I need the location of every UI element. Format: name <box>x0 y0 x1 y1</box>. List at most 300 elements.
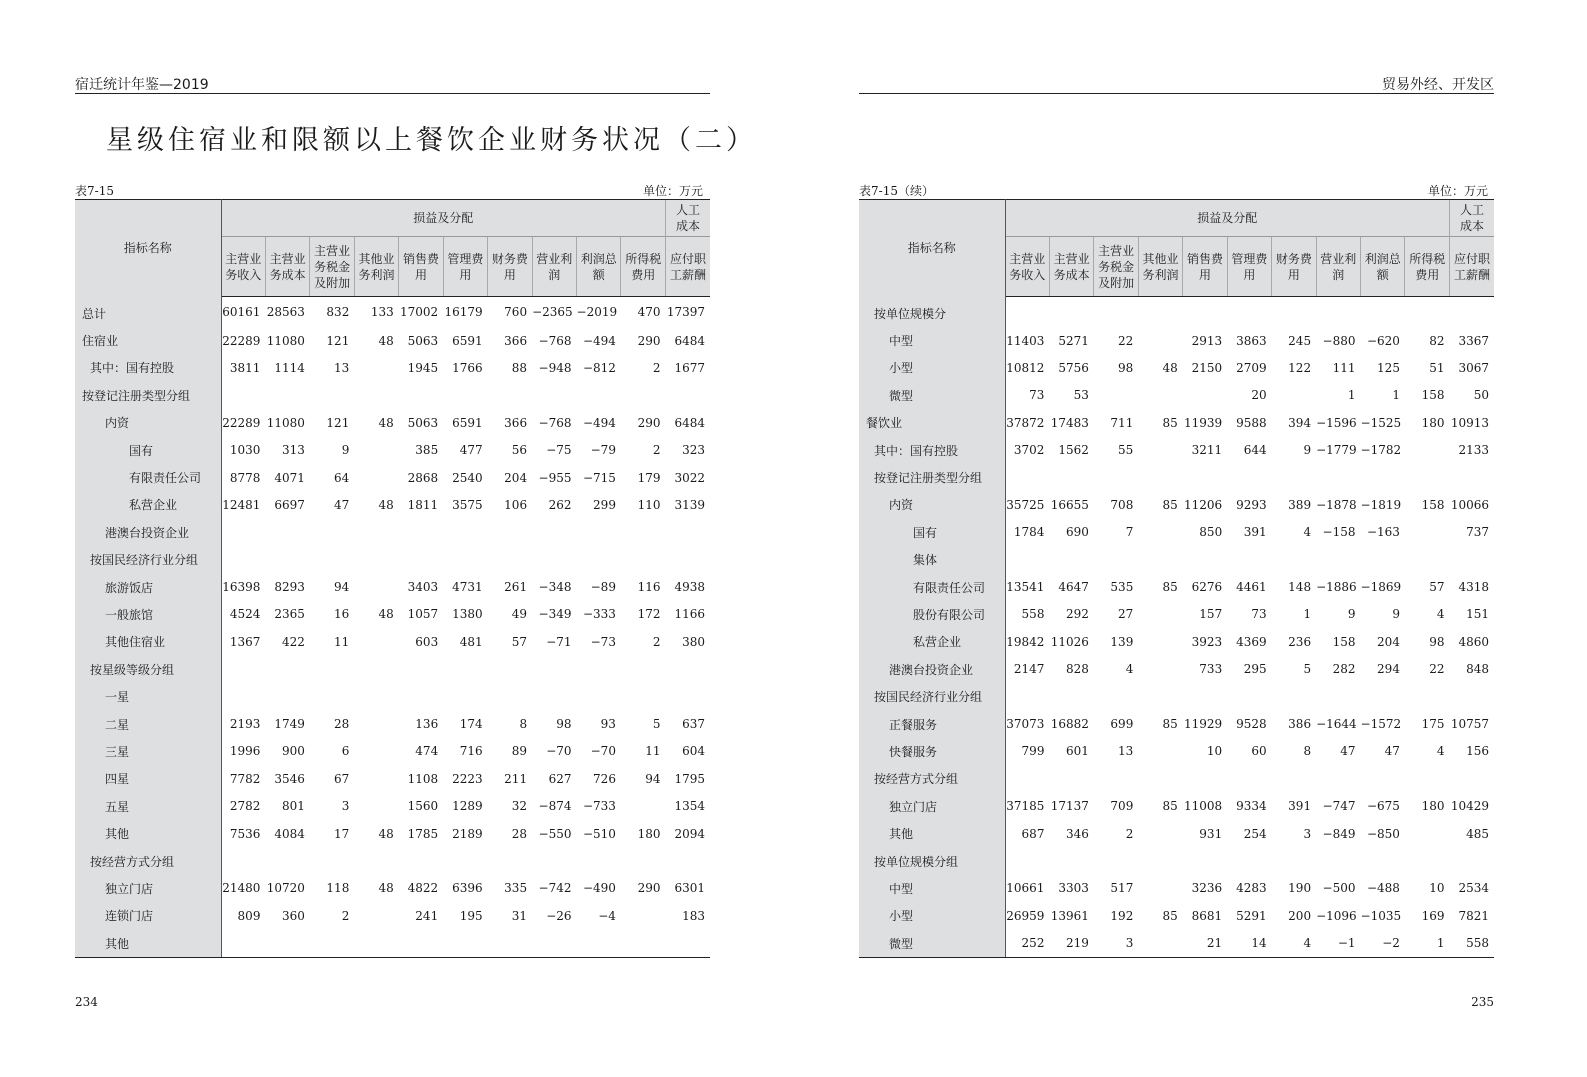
cell-value <box>399 847 443 874</box>
cell-value: −948 <box>538 360 572 375</box>
cell-value: 22 <box>1118 333 1134 348</box>
column-header: 主营业务收入 <box>221 237 265 297</box>
cell-value <box>1183 382 1227 409</box>
cell-value <box>1183 297 1227 327</box>
cell-value: 47 <box>334 497 350 512</box>
cell-value <box>532 546 576 573</box>
table-row <box>75 464 710 491</box>
cell-value: 1560 <box>407 799 439 814</box>
column-header: 主营业务成本 <box>1049 237 1093 297</box>
table-row <box>859 327 1494 354</box>
row-label: 港澳台投资企业 <box>859 656 1005 683</box>
cell-value: 11 <box>334 634 350 649</box>
row-label: 按国民经济行业分组 <box>75 546 221 573</box>
cell-value <box>665 382 710 409</box>
group-header: 损益及分配 <box>221 200 665 237</box>
cell-value: 1795 <box>674 771 705 786</box>
cell-value: 1380 <box>452 607 483 622</box>
column-header: 主营业务成本 <box>265 237 309 297</box>
table-row <box>859 546 1494 573</box>
cell-value <box>221 656 265 683</box>
cell-value <box>1005 683 1049 710</box>
row-label: 私营企业 <box>75 491 221 518</box>
cell-value: 56 <box>511 443 528 458</box>
cell-value: −1096 <box>1316 908 1357 923</box>
cell-value: 22289 <box>222 333 261 348</box>
row-label: 旅游饭店 <box>75 573 221 600</box>
cell-value: −494 <box>582 415 616 430</box>
cell-value: 2 <box>652 360 661 375</box>
row-label: 其他 <box>75 820 221 847</box>
cell-value: 558 <box>1449 929 1494 957</box>
cell-value <box>1449 765 1494 792</box>
table-row <box>75 929 710 957</box>
cell-value <box>221 683 265 710</box>
cell-value: 8778 <box>229 470 261 485</box>
cell-value: 9334 <box>1236 799 1267 814</box>
cell-value: 236 <box>1288 634 1312 649</box>
cell-value: −488 <box>1366 881 1400 896</box>
table-row <box>859 519 1494 546</box>
cell-value <box>577 847 621 874</box>
cell-value: 1030 <box>229 443 261 458</box>
cell-value: 394 <box>1288 415 1312 430</box>
cell-value: 2133 <box>1458 443 1489 458</box>
cell-value: 709 <box>1110 799 1134 814</box>
cell-value: 82 <box>1429 333 1445 348</box>
cell-value: −1 <box>1316 929 1360 957</box>
cell-value <box>1272 464 1316 491</box>
cell-value <box>399 929 443 957</box>
cell-value: 13 <box>1118 744 1134 759</box>
cell-value <box>1138 297 1182 327</box>
row-label: 五星 <box>75 793 221 820</box>
cell-value: −490 <box>582 881 616 896</box>
cell-value: 5271 <box>1058 333 1089 348</box>
column-header: 主营业务税金及附加 <box>310 237 354 297</box>
header-rule <box>859 93 1494 94</box>
cell-value <box>399 519 443 546</box>
cell-value: 8 <box>1303 744 1312 759</box>
cell-value: 85 <box>1162 799 1178 814</box>
cell-value: 180 <box>1421 415 1445 430</box>
column-header: 主营业务税金及附加 <box>1094 237 1138 297</box>
cell-value: 11026 <box>1050 634 1089 649</box>
page-title: 星级住宿业和限额以上餐饮企业财务状况（二） <box>106 125 757 156</box>
cell-value: 48 <box>378 881 394 896</box>
cell-value: 169 <box>1421 908 1445 923</box>
cell-value: 1784 <box>1013 525 1045 540</box>
cell-value: 2193 <box>229 717 261 732</box>
cell-value: 2147 <box>1013 662 1045 677</box>
cell-value: 290 <box>637 415 661 430</box>
cell-value: 17483 <box>1050 415 1089 430</box>
cell-value <box>1138 628 1182 655</box>
cell-value <box>354 573 398 600</box>
cell-value: 3575 <box>452 497 483 512</box>
cell-value <box>621 847 666 874</box>
cell-value: 7821 <box>1458 908 1489 923</box>
table-row <box>859 354 1494 381</box>
cell-value: 8 <box>519 717 528 732</box>
cell-value: 88 <box>511 360 528 375</box>
cell-value: 3923 <box>1191 634 1223 649</box>
cell-value: 2223 <box>452 771 483 786</box>
table-row <box>859 820 1494 847</box>
cell-value <box>1138 436 1182 463</box>
cell-value <box>621 656 666 683</box>
cell-value: 2782 <box>229 799 261 814</box>
cell-value: 10 <box>1206 744 1223 759</box>
header-rule <box>75 93 710 94</box>
cell-value <box>577 656 621 683</box>
cell-value <box>1049 464 1093 491</box>
cell-value: 64 <box>334 470 350 485</box>
cell-value <box>577 546 621 573</box>
cell-value: 1785 <box>407 826 439 841</box>
cell-value: 9528 <box>1236 717 1267 732</box>
table-number: 表7-15 <box>75 184 114 198</box>
cell-value: 245 <box>1288 333 1312 348</box>
cell-value: 17137 <box>1050 799 1089 814</box>
cell-value: 106 <box>504 497 528 512</box>
cell-value: 1996 <box>229 744 261 759</box>
cell-value: 47 <box>1384 744 1400 759</box>
unit-label: 单位：万元 <box>1427 184 1488 198</box>
table-row <box>75 573 710 600</box>
row-label: 总计 <box>75 297 221 327</box>
cell-value <box>1227 683 1271 710</box>
cell-value: 558 <box>1021 607 1045 622</box>
cell-value: 299 <box>593 497 616 512</box>
table-row <box>75 628 710 655</box>
column-header: 所得税费用 <box>1405 237 1450 297</box>
cell-value: −768 <box>538 415 572 430</box>
cell-value: 290 <box>637 881 661 896</box>
cell-value: 195 <box>459 908 483 923</box>
cell-value: −1878 <box>1316 497 1357 512</box>
cell-value <box>532 847 576 874</box>
row-label: 快餐服务 <box>859 738 1005 765</box>
cell-value: 5291 <box>1236 908 1267 923</box>
running-header: 贸易外经、开发区 <box>1382 77 1494 93</box>
cell-value: 2189 <box>452 826 483 841</box>
cell-value: 2 <box>652 634 661 649</box>
cell-value: 85 <box>1162 415 1178 430</box>
cell-value: 517 <box>1110 881 1134 896</box>
cell-value: 1945 <box>407 360 439 375</box>
cell-value: 4283 <box>1236 881 1267 896</box>
cell-value: 98 <box>1429 634 1445 649</box>
cell-value <box>488 683 532 710</box>
cell-value <box>1049 546 1093 573</box>
cell-value: 1 <box>1303 607 1312 622</box>
cell-value: 716 <box>459 744 483 759</box>
cell-value: 254 <box>1243 826 1267 841</box>
cell-value: 389 <box>1288 497 1312 512</box>
cell-value <box>665 656 710 683</box>
cell-value: 8293 <box>274 580 305 595</box>
cell-value <box>354 793 398 820</box>
table-row <box>75 765 710 792</box>
row-label: 小型 <box>859 354 1005 381</box>
row-label: 其中：国有控股 <box>75 354 221 381</box>
cell-value: 1367 <box>229 634 261 649</box>
cell-value: 6276 <box>1191 580 1223 595</box>
cell-value <box>532 519 576 546</box>
cell-value: −500 <box>1322 881 1356 896</box>
cell-value <box>1005 847 1049 874</box>
cell-value <box>1138 929 1182 957</box>
cell-value: −1869 <box>1360 580 1402 595</box>
cell-value: −89 <box>590 580 616 595</box>
cell-value: −348 <box>538 580 572 595</box>
cell-value: 136 <box>415 717 439 732</box>
cell-value: 6 <box>341 744 350 759</box>
labor-cost-header: 人工成本 <box>1449 200 1494 237</box>
cell-value: 179 <box>637 470 661 485</box>
cell-value: 9293 <box>1236 497 1267 512</box>
cell-value: 133 <box>370 304 394 319</box>
cell-value: 10066 <box>1450 497 1489 512</box>
cell-value: 3236 <box>1191 881 1223 896</box>
row-label: 中型 <box>859 327 1005 354</box>
cell-value: 2709 <box>1236 360 1267 375</box>
cell-value: 603 <box>415 634 439 649</box>
cell-value: 474 <box>415 744 439 759</box>
cell-value <box>1138 765 1182 792</box>
cell-value <box>1183 546 1227 573</box>
row-label: 四星 <box>75 765 221 792</box>
cell-value: 3 <box>1303 826 1312 841</box>
cell-value: 699 <box>1110 717 1134 732</box>
cell-value <box>1449 546 1494 573</box>
cell-value: 11080 <box>266 415 305 430</box>
cell-value: 57 <box>1429 580 1445 595</box>
cell-value <box>1272 382 1316 409</box>
cell-value: 733 <box>1199 662 1223 677</box>
table-row <box>859 409 1494 436</box>
cell-value <box>1405 464 1450 491</box>
right-page <box>790 0 1587 1077</box>
cell-value: 637 <box>682 717 705 732</box>
cell-value: 4318 <box>1458 580 1489 595</box>
cell-value: 481 <box>459 634 483 649</box>
table-row <box>75 327 710 354</box>
table-number: 表7-15（续） <box>859 184 934 198</box>
row-label: 按星级等级分组 <box>75 656 221 683</box>
cell-value: 477 <box>459 443 483 458</box>
cell-value: 1562 <box>1058 443 1089 458</box>
cell-value: 5 <box>1303 662 1312 677</box>
cell-value <box>621 929 666 957</box>
cell-value <box>488 656 532 683</box>
cell-value: 85 <box>1162 580 1178 595</box>
cell-value: 17002 <box>400 304 439 319</box>
cell-value: 93 <box>600 717 616 732</box>
cell-value <box>354 738 398 765</box>
cell-value: −733 <box>582 799 616 814</box>
cell-value: 48 <box>378 826 394 841</box>
cell-value: 5756 <box>1058 360 1089 375</box>
cell-value <box>443 546 487 573</box>
cell-value: 4938 <box>674 580 705 595</box>
cell-value: 192 <box>1110 908 1134 923</box>
cell-value: 391 <box>1288 799 1312 814</box>
cell-value <box>1183 765 1227 792</box>
cell-value: 48 <box>378 333 394 348</box>
cell-value: 3 <box>341 799 350 814</box>
table-row <box>859 464 1494 491</box>
row-label: 其中：国有控股 <box>859 436 1005 463</box>
column-header: 其他业务利润 <box>1138 237 1182 297</box>
cell-value: 9 <box>1303 443 1312 458</box>
cell-value: −1819 <box>1360 497 1402 512</box>
cell-value: 386 <box>1288 717 1312 732</box>
cell-value: 282 <box>1332 662 1356 677</box>
cell-value <box>221 382 265 409</box>
cell-value: 2913 <box>1191 333 1223 348</box>
cell-value: 13541 <box>1006 580 1045 595</box>
cell-value <box>265 683 309 710</box>
row-label: 餐饮业 <box>859 409 1005 436</box>
cell-value <box>1272 683 1316 710</box>
cell-value <box>354 683 398 710</box>
cell-value: 801 <box>281 799 305 814</box>
cell-value: 125 <box>1377 360 1400 375</box>
cell-value <box>1094 297 1138 327</box>
cell-value: 158 <box>1421 497 1445 512</box>
cell-value <box>1361 847 1405 874</box>
cell-value <box>1227 297 1271 327</box>
cell-value <box>1405 847 1450 874</box>
cell-value: 9 <box>1347 607 1356 622</box>
cell-value: 73 <box>1029 388 1045 403</box>
cell-value <box>488 546 532 573</box>
cell-value: 50 <box>1473 388 1489 403</box>
cell-value <box>488 847 532 874</box>
cell-value <box>354 519 398 546</box>
cell-value <box>1361 683 1405 710</box>
cell-value: 204 <box>1377 634 1400 649</box>
cell-value: 3022 <box>674 470 705 485</box>
cell-value <box>1316 297 1360 327</box>
cell-value: 10913 <box>1450 415 1489 430</box>
cell-value: 98 <box>556 717 572 732</box>
table-row <box>859 902 1494 929</box>
cell-value: 4 <box>1125 662 1134 677</box>
cell-value: −2 <box>1361 929 1405 957</box>
table-row <box>859 573 1494 600</box>
cell-value: 850 <box>1199 525 1223 540</box>
cell-value <box>1094 382 1138 409</box>
cell-value: 2 <box>341 908 350 923</box>
row-label: 私营企业 <box>859 628 1005 655</box>
cell-value <box>532 929 576 957</box>
cell-value <box>665 519 710 546</box>
cell-value: 116 <box>637 580 661 595</box>
cell-value: 3211 <box>1191 443 1223 458</box>
cell-value: −1525 <box>1360 415 1402 430</box>
cell-value <box>532 656 576 683</box>
cell-value <box>1005 297 1049 327</box>
cell-value: 172 <box>637 607 661 622</box>
cell-value: 11080 <box>266 333 305 348</box>
table-row <box>75 710 710 737</box>
cell-value <box>1227 847 1271 874</box>
cell-value <box>310 656 354 683</box>
cell-value: −850 <box>1366 826 1400 841</box>
cell-value: 204 <box>504 470 528 485</box>
table-row <box>859 875 1494 902</box>
cell-value: −675 <box>1366 799 1400 814</box>
cell-value <box>1361 464 1405 491</box>
cell-value: −79 <box>590 443 616 458</box>
table-row <box>75 875 710 902</box>
table-row <box>75 297 710 327</box>
cell-value: 28563 <box>266 304 305 319</box>
cell-value: 26959 <box>1006 908 1045 923</box>
table-row <box>75 491 710 518</box>
column-header: 其他业务利润 <box>354 237 398 297</box>
row-label: 小型 <box>859 902 1005 929</box>
cell-value: −70 <box>590 744 616 759</box>
labor-cost-header: 人工成本 <box>665 200 710 237</box>
cell-value: 57 <box>511 634 528 649</box>
cell-value: 262 <box>548 497 572 512</box>
cell-value <box>1094 765 1138 792</box>
row-label: 国有 <box>75 436 221 463</box>
cell-value: 313 <box>281 443 305 458</box>
cell-value <box>1183 464 1227 491</box>
cell-value: 252 <box>1005 929 1049 957</box>
cell-value: 711 <box>1110 415 1134 430</box>
cell-value: 604 <box>682 744 705 759</box>
cell-value <box>1405 546 1450 573</box>
column-header: 所得税费用 <box>621 237 666 297</box>
row-label: 港澳台投资企业 <box>75 519 221 546</box>
table-row <box>75 436 710 463</box>
cell-value: 3 <box>1094 929 1138 957</box>
cell-value: 6484 <box>674 415 705 430</box>
cell-value: 241 <box>415 908 439 923</box>
cell-value: 900 <box>281 744 305 759</box>
column-header: 利润总额 <box>1361 237 1405 297</box>
table-row <box>859 847 1494 874</box>
cell-value <box>354 929 398 957</box>
cell-value <box>354 656 398 683</box>
row-label: 一星 <box>75 683 221 710</box>
cell-value: −955 <box>538 470 572 485</box>
cell-value: 180 <box>1421 799 1445 814</box>
cell-value: 2094 <box>674 826 705 841</box>
cell-value: −2365 <box>532 304 573 319</box>
table-row <box>859 491 1494 518</box>
cell-value: 6301 <box>674 881 705 896</box>
cell-value: 48 <box>378 415 394 430</box>
cell-value: 5063 <box>407 415 439 430</box>
cell-value <box>310 683 354 710</box>
cell-value: 51 <box>1429 360 1445 375</box>
cell-value <box>1405 683 1450 710</box>
indicator-header: 指标名称 <box>75 200 221 297</box>
cell-value <box>1049 683 1093 710</box>
cell-value: 346 <box>1065 826 1089 841</box>
cell-value: 85 <box>1162 908 1178 923</box>
table-row <box>75 847 710 874</box>
cell-value <box>354 464 398 491</box>
column-header: 销售费用 <box>1183 237 1227 297</box>
